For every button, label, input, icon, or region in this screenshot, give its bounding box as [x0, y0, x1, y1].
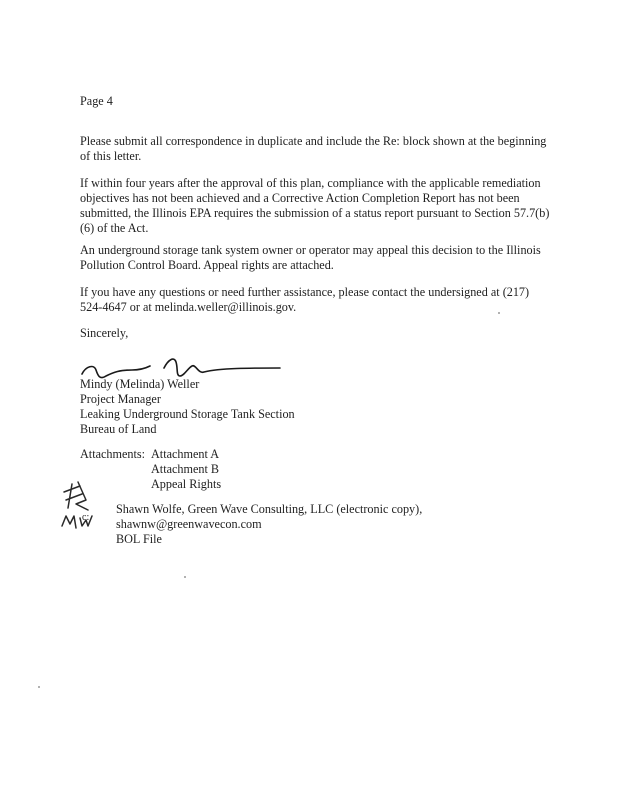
scan-speck [498, 312, 500, 314]
paragraph-contact: If you have any questions or need further assistance, please contact the undersigned at (217) 524-4647 or at melinda.weller@illinois.gov. [80, 285, 530, 314]
closing: Sincerely, [80, 326, 129, 340]
signer-name: Mindy (Melinda) Weller [80, 377, 200, 391]
signer-bureau: Bureau of Land [80, 422, 157, 436]
cc-email: shawnw@greenwavecon.com [116, 517, 262, 531]
cc-recipient: Shawn Wolfe, Green Wave Consulting, LLC (electronic copy), [116, 502, 423, 516]
handwritten-initials [58, 478, 108, 538]
paragraph-status-report: If within four years after the approval of this plan, compliance with the applicable remediation objectives has not been achieved and a Corrective Action Completion Report has not been submitted, the Illinois EPA requires the submission of a status report pursuant to Section 57.7(b)(6) of the Act. [80, 176, 550, 235]
paragraph-correspondence: Please submit all correspondence in duplicate and include the Re: block shown at the beginning of this letter. [80, 134, 547, 163]
paragraph-appeal: An underground storage tank system owner or operator may appeal this decision to the Illinois Pollution Control Board. Appeal rights are attached. [80, 243, 541, 272]
scan-speck [38, 686, 40, 688]
attachments-label: Attachments: [80, 447, 145, 461]
attachment-item: Attachment A [151, 447, 220, 461]
signer-title: Project Manager [80, 392, 161, 406]
cc-file: BOL File [116, 532, 162, 546]
signer-section: Leaking Underground Storage Tank Section [80, 407, 295, 421]
scan-speck [184, 576, 186, 578]
page-number: Page 4 [80, 94, 113, 108]
attachment-item: Attachment B [151, 462, 220, 476]
cc-label: c: [82, 512, 90, 523]
attachment-item: Appeal Rights [151, 477, 222, 491]
